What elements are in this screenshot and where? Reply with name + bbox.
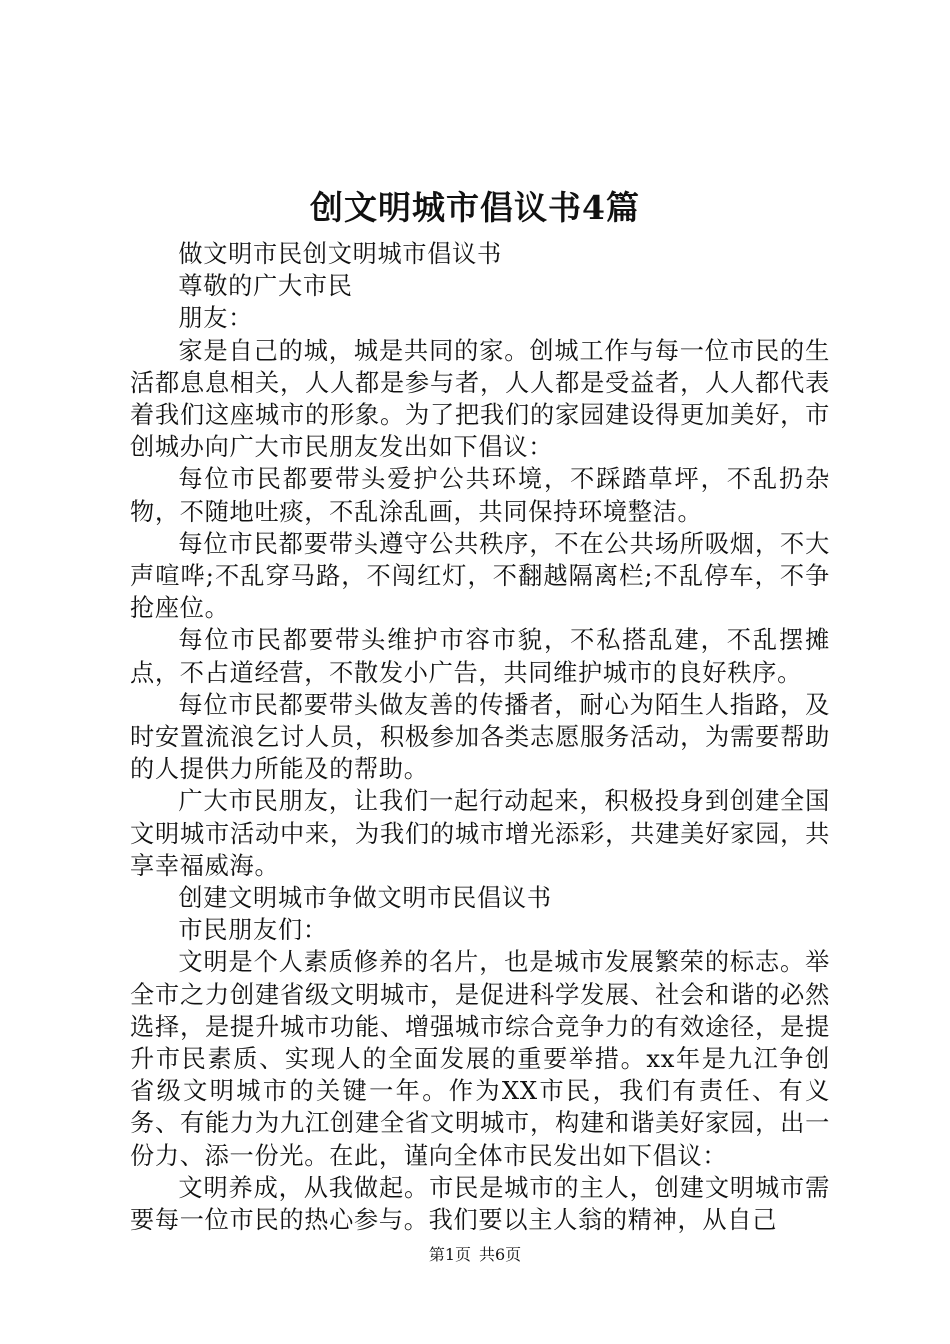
paragraph: 文明是个人素质修养的名片，也是城市发展繁荣的标志。举全市之力创建省级文明城市，是促进科学发展、社会和谐的必然选择，是提升城市功能、增强城市综合竞争力的有效途径，是提升市民素质、实现人的全面发展的重要举措。xx年是九江争创省级文明城市的关键一年。作为XX市民，我们有责任、有义务、有能力为九江创建全省文明城市，构建和谐美好家园，出一份力、添一份光。在此，谨向全体市民发出如下倡议： xyxy=(130,948,830,1170)
document-body xyxy=(130,238,830,1236)
paragraph: 尊敬的广大市民 xyxy=(178,272,353,301)
page-footer xyxy=(0,1244,950,1266)
paragraph: 每位市民都要带头遵守公共秩序，不在公共场所吸烟，不大声喧哗;不乱穿马路，不闯红灯，不翻越隔离栏;不乱停车，不争抢座位。 xyxy=(130,529,830,623)
page-total: 共6页 xyxy=(479,1245,522,1264)
paragraph: 广大市民朋友，让我们一起行动起来，积极投身到创建全国文明城市活动中来，为我们的城市增光添彩，共建美好家园，共享幸福威海。 xyxy=(130,787,830,880)
page-number: 第1页 xyxy=(428,1245,471,1264)
paragraph: 家是自己的城，城是共同的家。创城工作与每一位市民的生活都息息相关，人人都是参与者，人人都是受益者，人人都代表着我们这座城市的形象。为了把我们的家园建设得更加美好，市创城办向广大市民朋友发出如下倡议： xyxy=(130,336,830,462)
paragraph: 每位市民都要带头做友善的传播者，耐心为陌生人指路，及时安置流浪乞讨人员，积极参加各类志愿服务活动，为需要帮助的人提供力所能及的帮助。 xyxy=(130,690,830,784)
paragraph: 创建文明城市争做文明市民倡议书 xyxy=(178,884,552,913)
paragraph: 文明养成，从我做起。市民是城市的主人，创建文明城市需要每一位市民的热心参与。我们要以主人翁的精神，从自己 xyxy=(130,1173,830,1235)
paragraph: 每位市民都要带头爱护公共环境，不踩踏草坪，不乱扔杂物，不随地吐痰，不乱涂乱画，共同保持环境整洁。 xyxy=(130,465,830,526)
paragraph: 朋友： xyxy=(178,304,254,333)
paragraph: 市民朋友们： xyxy=(178,916,328,945)
paragraph: 做文明市民创文明城市倡议书 xyxy=(178,240,502,268)
paragraph: 每位市民都要带头维护市容市貌，不私搭乱建，不乱摆摊点，不占道经营，不散发小广告，共同维护城市的良好秩序。 xyxy=(130,626,830,687)
document-title: 创文明城市倡议书4篇 xyxy=(310,188,640,227)
